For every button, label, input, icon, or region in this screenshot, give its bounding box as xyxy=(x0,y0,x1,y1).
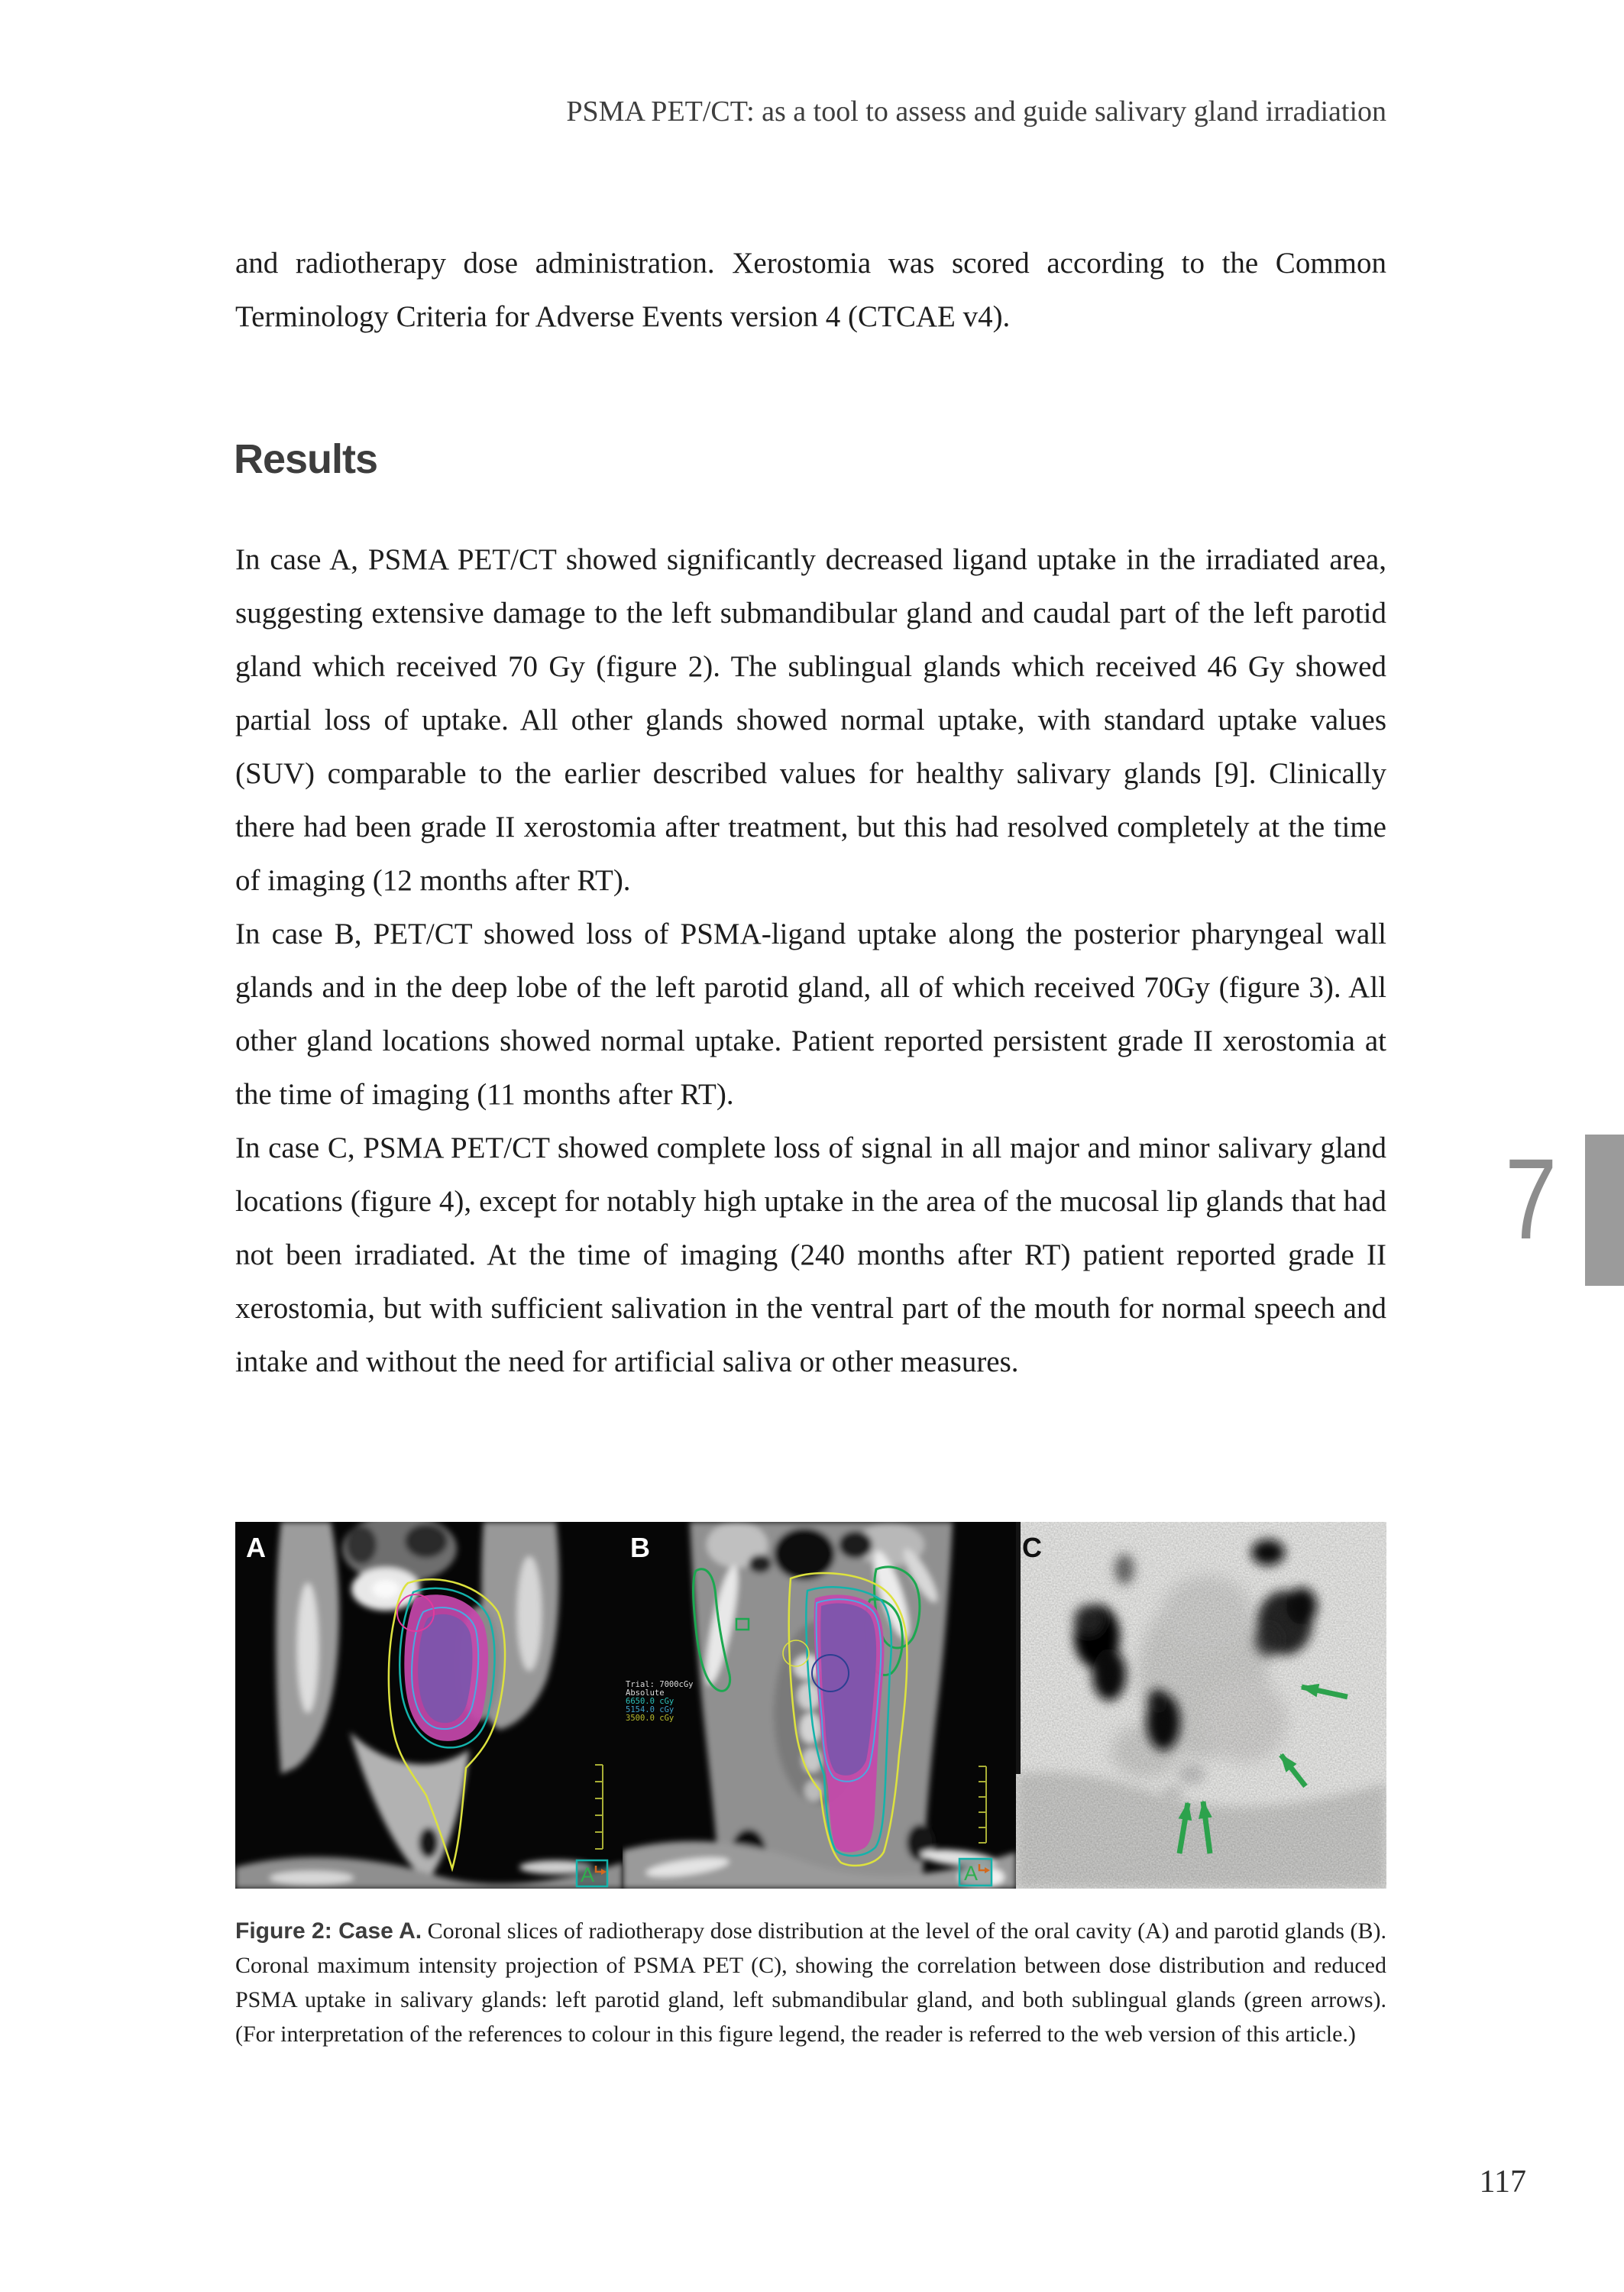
figure-panel-c xyxy=(1016,1522,1386,1889)
panel-label-a: A xyxy=(246,1532,266,1563)
figure-2 xyxy=(235,1522,1386,1889)
page-number: 117 xyxy=(1479,2164,1526,2200)
section-title: Results xyxy=(234,436,378,482)
orientation-marker-a xyxy=(577,1860,607,1886)
figure-panel-a xyxy=(235,1522,623,1889)
results-body xyxy=(235,533,1386,1389)
figure-caption-text: Coronal slices of radiotherapy dose distribution at the level of the oral cavity (A) and parotid glands (B). Coronal maximum intensity projection of PSMA PET (C), showing the correlation between dose distribution and reduced PSMA uptake in salivary glands: left parotid gland, left submandibular gland, and both sublingual glands (green arrows). (For interpretation of the references to colour in this figure legend, the reader is referred to the web version of this article.) xyxy=(235,1918,1386,2047)
figure-caption xyxy=(235,1914,1386,2051)
orientation-marker-b xyxy=(959,1859,992,1886)
running-header: PSMA PET/CT: as a tool to assess and guide salivary gland irradiation xyxy=(566,96,1386,128)
dose-legend: Trial: 7000cGy Absolute 6650.0 cGy 5154.0 cGy 3500.0 cGy xyxy=(626,1680,694,1723)
orientation-letter: A xyxy=(964,1862,979,1885)
paragraph-case-b: In case B, PET/CT showed loss of PSMA-ligand uptake along the posterior pharyngeal wall glands and in the deep lobe of the left parotid gland, all of which received 70Gy (figure 3). All other gland locations showed normal uptake. Patient reported persistent grade II xerostomia at the time of imaging (11 months after RT). xyxy=(235,918,1386,1111)
chapter-number: 7 xyxy=(1504,1135,1557,1263)
figure-panel-b xyxy=(623,1522,1016,1889)
panel-label-c: C xyxy=(1022,1532,1042,1563)
paragraph-case-c: In case C, PSMA PET/CT showed complete loss of signal in all major and minor salivary gland locations (figure 4), except for notably high uptake in the area of the mucosal lip glands that had not been irradiated. At the time of imaging (240 months after RT) patient reported grade II xerostomia, but with sufficient salivation in the ventral part of the mouth for normal speech and intake and without the need for artificial saliva or other measures. xyxy=(235,1131,1386,1378)
paragraph-case-a: In case A, PSMA PET/CT showed significantly decreased ligand uptake in the irradiated area, suggesting extensive damage to the left submandibular gland and caudal part of the left parotid gland which received 70 Gy (figure 2). The sublingual glands which received 46 Gy showed partial loss of uptake. All other glands showed normal uptake, with standard uptake values (SUV) comparable to the earlier described values for healthy salivary glands [9]. Clinically there had been grade II xerostomia after treatment, but this had resolved completely at the time of imaging (12 months after RT). xyxy=(235,543,1386,897)
figure-caption-lead: Figure 2: Case A. xyxy=(235,1918,422,1944)
chapter-tab xyxy=(1585,1135,1624,1286)
panel-divider xyxy=(1016,1522,1021,1774)
orientation-letter: A xyxy=(581,1863,595,1886)
intro-paragraph: and radiotherapy dose administration. Xerostomia was scored according to the Common Terminology Criteria for Adverse Events version 4 (CTCAE v4). xyxy=(235,247,1386,333)
pet-noise-texture xyxy=(1016,1522,1386,1889)
panel-label-b: B xyxy=(630,1532,650,1563)
